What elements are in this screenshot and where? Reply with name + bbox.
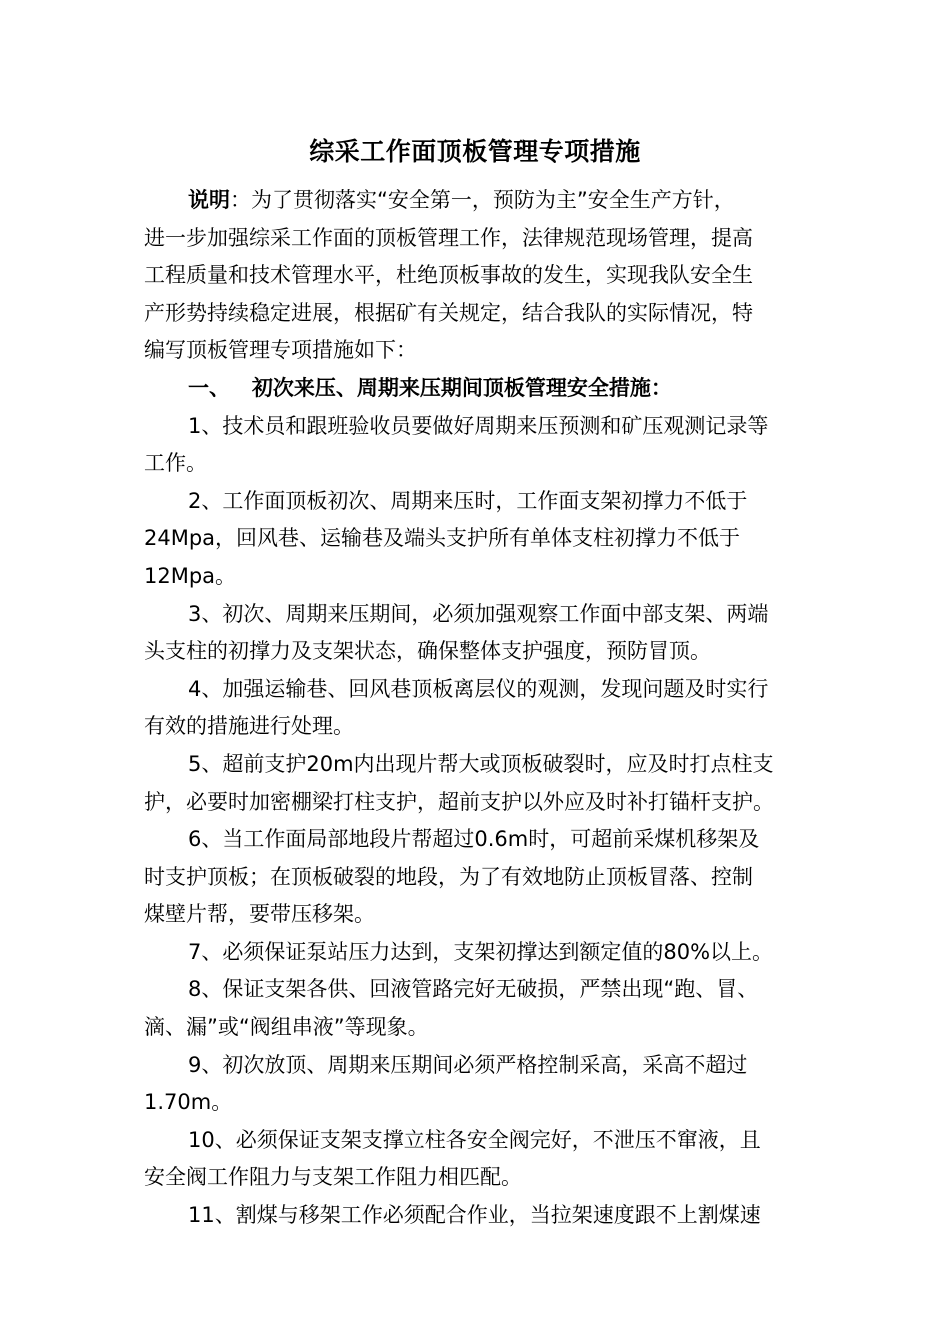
intro-label: 说明: [188, 188, 230, 212]
item-6-line: 时支护顶板；在顶板破裂的地段，为了有效地防止顶板冒落、控制: [144, 864, 753, 889]
item-1-line: 工作。: [144, 451, 207, 476]
intro-line: [144, 182, 808, 220]
item-9-line: 9、初次放顶、周期来压期间必须严格控制采高，采高不超过: [188, 1052, 748, 1077]
item-5-line: 5、超前支护20m内出现片帮大或顶板破裂时，应及时打点柱支: [188, 751, 774, 776]
intro-line: 编写顶板管理专项措施如下：: [144, 338, 417, 363]
intro-line: 产形势持续稳定进展，根据矿有关规定，结合我队的实际情况，特: [144, 300, 753, 325]
item-6-line: 6、当工作面局部地段片帮超过0.6m时，可超前采煤机移架及: [188, 827, 760, 852]
item-1-line: 1、技术员和跟班验收员要做好周期来压预测和矿压观测记录等: [188, 413, 769, 438]
item-8-line: 滴、漏”或“阀组串液”等现象。: [144, 1015, 429, 1040]
item-10-line: 安全阀工作阻力与支架工作阻力相匹配。: [144, 1165, 522, 1190]
item-5-line: 护，必要时加密棚梁打柱支护，超前支护以外应及时补打锚杆支护。: [144, 789, 774, 814]
document-title: 综采工作面顶板管理专项措施: [309, 137, 641, 166]
item-3-line: 头支柱的初撑力及支架状态，确保整体支护强度，预防冒顶。: [144, 639, 711, 664]
item-4-line: 4、加强运输巷、回风巷顶板离层仪的观测，发现问题及时实行: [188, 676, 769, 701]
item-4-line: 有效的措施进行处理。: [144, 714, 354, 739]
item-2-line: 12Mpa。: [144, 563, 237, 588]
item-10-line: 10、必须保证支架支撑立柱各安全阀完好，不泄压不窜液，且: [188, 1127, 761, 1152]
item-3-line: 3、初次、周期来压期间，必须加强观察工作面中部支架、两端: [188, 601, 769, 626]
item-2-line: 2、工作面顶板初次、周期来压时，工作面支架初撑力不低于: [188, 488, 748, 513]
item-6-line: 煤壁片帮，要带压移架。: [144, 902, 375, 927]
item-7-line: 7、必须保证泵站压力达到，支架初撑达到额定值的80%以上。: [188, 939, 774, 964]
intro-line: 进一步加强综采工作面的顶板管理工作，法律规范现场管理，提高: [144, 225, 753, 250]
section-heading: 一、 初次来压、周期来压期间顶板管理安全措施：: [188, 375, 672, 400]
item-9-line: 1.70m。: [144, 1090, 233, 1115]
intro-text: ：为了贯彻落实“安全第一，预防为主”安全生产方针，: [230, 188, 735, 212]
intro-line: 工程质量和技术管理水平，杜绝顶板事故的发生，实现我队安全生: [144, 263, 753, 288]
item-8-line: 8、保证支架各供、回液管路完好无破损，严禁出现“跑、冒、: [188, 977, 759, 1002]
item-2-line: 24Mpa，回风巷、运输巷及端头支护所有单体支柱初撑力不低于: [144, 526, 741, 551]
item-11-line: 11、割煤与移架工作必须配合作业，当拉架速度跟不上割煤速: [188, 1203, 761, 1228]
document-body: [144, 182, 808, 1235]
